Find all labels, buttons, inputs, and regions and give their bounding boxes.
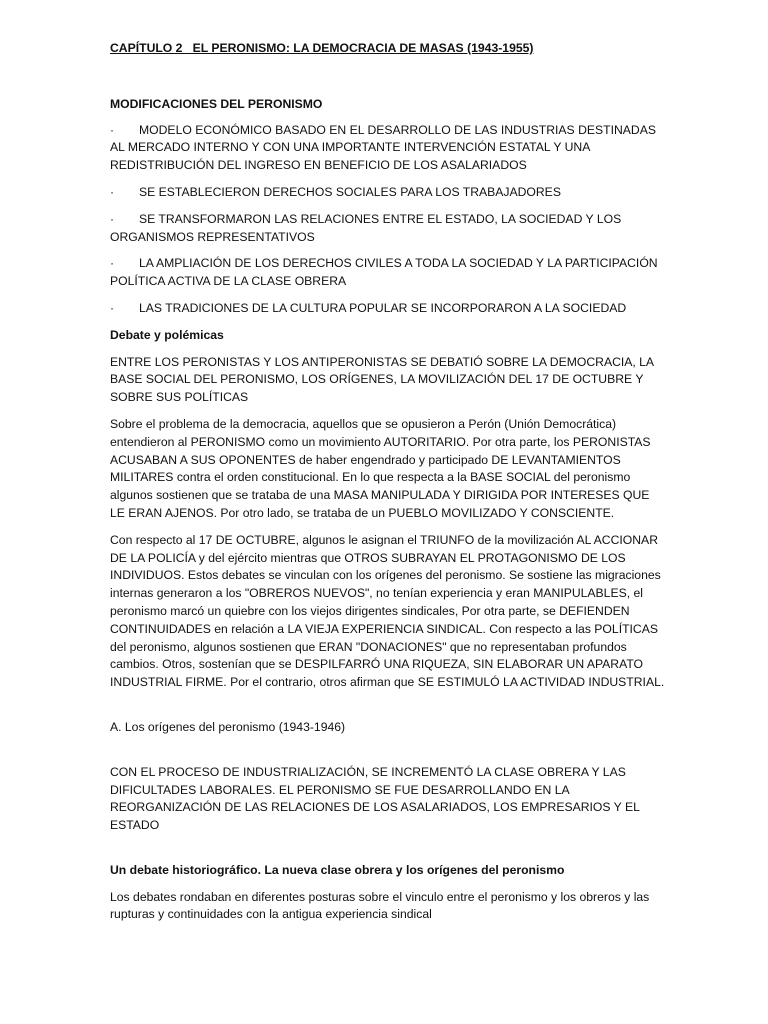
bullet-marker: · [110,122,115,137]
section-heading-origenes: A. Los orígenes del peronismo (1943-1946) [110,719,346,734]
bullet-marker: · [110,211,115,226]
paragraph-17-octubre: Con respecto al 17 DE OCTUBRE, algunos le asignan el TRIUNFO de la movilización AL ACCIONAR DE LA POLICÍA y del ejército mientras que OTROS SUBRAYAN EL PROTAGONISMO DE LOS INDIVIDUOS. Estos debates se vinculan con los orígenes del peronismo. Se sostiene las migraciones internas generaron a los "OBREROS NUEVOS", no tenían experiencia y eran MANIPULABLES, el peronismo marcó un quiebre con los viejos dirigentes sindicales, Por otra parte, se DEFIENDEN CONTINUIDADES en relación a LA VIEJA EXPERIENCIA SINDICAL. Con respecto a las POLÍTICAS del peronismo, algunos sostienen que ERAN "DONACIONES" que no representaban profundos cambios. Otros, sostenían que se DESPILFARRÓ UNA RIQUEZA, SIN ELABORAR UN APARATO INDUSTRIAL FIRME. Por el contrario, otros afirman que SE ESTIMULÓ LA ACTIVIDAD INDUSTRIAL. [110,532,665,690]
paragraph-industrializacion: CON EL PROCESO DE INDUSTRIALIZACIÓN, SE INCREMENTÓ LA CLASE OBRERA Y LAS DIFICULTADES LABORALES. EL PERONISMO SE FUE DESARROLLANDO EN LA REORGANIZACIÓN DE LAS RELACIONES DE LOS ASALARIADOS, LOS EMPRESARIOS Y EL ESTADO [110,764,640,833]
document-page [110,40,666,924]
bullet-text: SE TRANSFORMARON LAS RELACIONES ENTRE EL ESTADO, LA SOCIEDAD Y LOS ORGANISMOS REPRESENTATIVOS [110,211,622,244]
bullet-marker: · [110,184,115,199]
bullet-text: MODELO ECONÓMICO BASADO EN EL DESARROLLO DE LAS INDUSTRIAS DESTINADAS AL MERCADO INTERNO Y CON UNA IMPORTANTE INTERVENCIÓN ESTATAL Y UNA REDISTRIBUCIÓN DEL INGRESO EN BENEFICIO DE LOS ASALARIADOS [110,122,656,173]
bullet-item [110,211,666,247]
bullet-text: LA AMPLIACIÓN DE LOS DERECHOS CIVILES A TODA LA SOCIEDAD Y LA PARTICIPACIÓN POLÍTICA ACTIVA DE LA CLASE OBRERA [110,256,658,289]
bullet-text: SE ESTABLECIERON DERECHOS SOCIALES PARA LOS TRABAJADORES [139,184,561,199]
bullet-marker: · [110,300,115,315]
paragraph-debate-intro: ENTRE LOS PERONISTAS Y LOS ANTIPERONISTAS SE DEBATIÓ SOBRE LA DEMOCRACIA, LA BASE SOCIAL DEL PERONISMO, LOS ORÍGENES, LA MOVILIZACIÓN DEL 17 DE OCTUBRE Y SOBRE SUS POLÍTICAS [110,354,654,405]
bullet-item [110,184,666,202]
bullet-item [110,122,666,175]
chapter-title: CAPÍTULO 2 EL PERONISMO: LA DEMOCRACIA DE MASAS (1943-1955) [110,41,534,55]
bullet-item [110,300,666,318]
paragraph-debates: Los debates rondaban en diferentes posturas sobre el vinculo entre el peronismo y los obreros y las rupturas y continuidades con la antigua experiencia sindical [110,889,650,922]
bullet-marker: · [110,256,115,271]
paragraph-democracia: Sobre el problema de la democracia, aquellos que se opusieron a Perón (Unión Democrática) entendieron al PERONISMO como un movimiento AUTORITARIO. Por otra parte, los PERONISTAS ACUSABAN A SUS OPONENTES de haber engendrado y participado DE LEVANTAMIENTOS MILITARES contra el orden constitucional. En lo que respecta a la BASE SOCIAL del peronismo algunos sostienen que se trataba de una MASA MANIPULADA Y DIRIGIDA POR INTERESES QUE LE ERAN AJENOS. Por otro lado, se trataba de un PUEBLO MOVILIZADO Y CONSCIENTE. [110,416,651,520]
bullet-text: LAS TRADICIONES DE LA CULTURA POPULAR SE INCORPORARON A LA SOCIEDAD [139,300,627,315]
section-heading-debate-historiografico: Un debate historiográfico. La nueva clase obrera y los orígenes del peronismo [110,862,565,877]
section-heading-modificaciones: MODIFICACIONES DEL PERONISMO [110,96,323,111]
section-heading-debate: Debate y polémicas [110,327,224,342]
bullet-item [110,255,666,291]
